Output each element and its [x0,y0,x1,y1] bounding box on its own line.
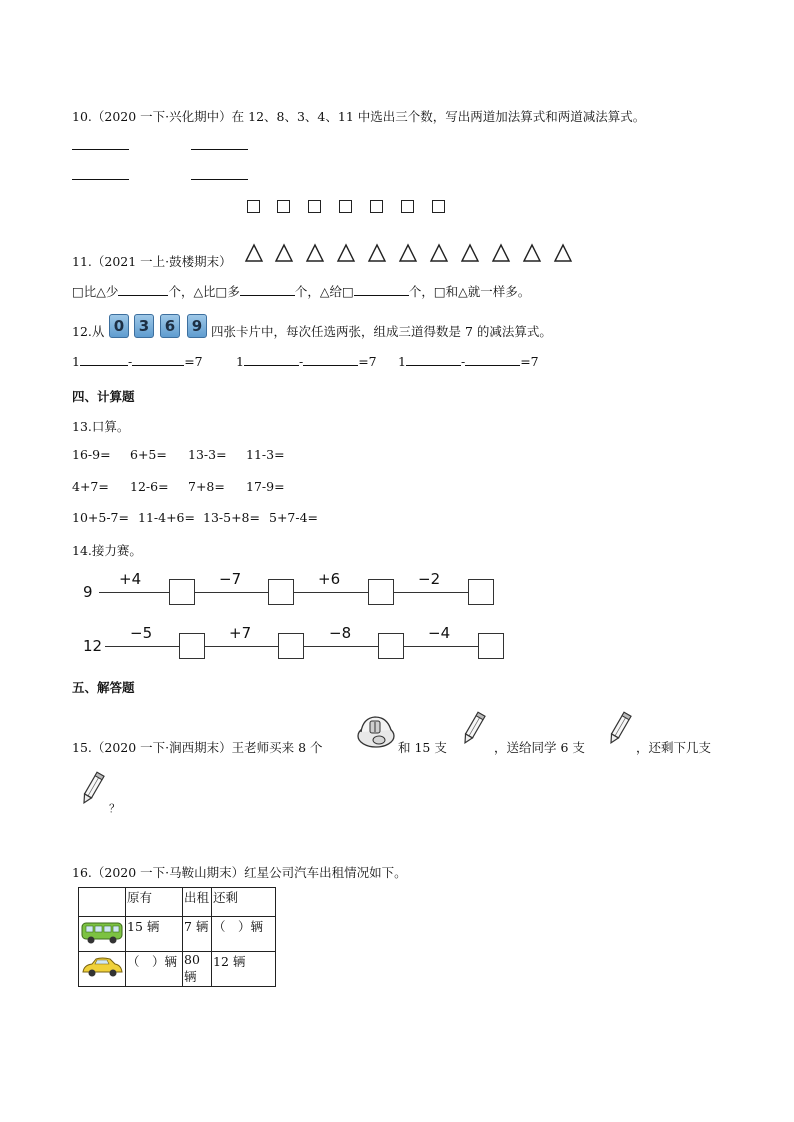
square-shape [308,200,321,213]
q16-text: 16.（2020 一下·马鞍山期末）红星公司汽车出租情况如下。 [72,865,407,880]
relay-answer-box[interactable] [278,633,304,659]
triangle-shape [338,245,354,261]
relay-operator: −2 [418,570,441,588]
relay-line [294,592,368,593]
pencil-icon [458,710,488,748]
calc-item: 7+8= [188,479,225,494]
triangle-shape [276,245,292,261]
calc-item: 4+7= [72,479,109,494]
relay-operator: +6 [318,570,341,588]
table-header-cell: 还剩 [212,888,276,917]
formula-text: =7 [520,354,539,369]
q11-number: 11.（2021 一上·鼓楼期末） [72,254,232,269]
answer-blank[interactable] [80,353,128,366]
relay-operator: −4 [428,624,451,642]
q14-title: 14.接力赛。 [72,543,142,558]
q15-text: ，还剩下几支 [636,740,712,755]
number-card: 6 [160,314,180,338]
square-shape [339,200,352,213]
relay-line [105,646,179,647]
table-cell: 15 辆 [126,917,183,952]
pencil-icon [604,710,634,748]
table-header-row [79,888,276,917]
formula-text: - [127,354,133,369]
relay-operator: +4 [119,570,142,588]
relay-answer-box[interactable] [468,579,494,605]
table-header-cell: 原有 [126,888,183,917]
table-cell: 12 辆 [212,952,276,987]
calc-item: 5+7-4= [269,510,319,525]
number-card: 0 [109,314,129,338]
relay-start-number: 9 [83,583,93,601]
number-card: 3 [134,314,154,338]
formula-text: 1 [72,354,80,369]
table-cell-image [79,952,126,987]
table-header-cell: 出租 [183,888,212,917]
formula-text: - [460,354,466,369]
q11-fill-line [72,282,530,300]
answer-blank[interactable] [465,353,520,366]
formula-text: 1 [398,354,406,369]
relay-line [195,592,268,593]
relay-operator: −7 [219,570,242,588]
calc-item: 12-6= [130,479,169,494]
table-cell[interactable]: （ ）辆 [212,917,276,952]
calc-item: 16-9= [72,447,111,462]
formula-text: =7 [184,354,203,369]
q12-formula [398,353,539,369]
table-cell-image [79,917,126,952]
q15-text: ，送给同学 6 支 [494,740,585,755]
answer-blank[interactable] [72,137,129,150]
answer-blank[interactable] [191,137,248,150]
answer-blank[interactable] [406,353,461,366]
car-icon [80,952,124,982]
relay-answer-box[interactable] [268,579,294,605]
triangle-shape [246,245,262,261]
relay-operator: −8 [329,624,352,642]
triangle-shape [493,245,509,261]
relay-operator: −5 [130,624,153,642]
relay-line [404,646,478,647]
square-shape [277,200,290,213]
section-title: 五、解答题 [72,680,135,695]
calc-item: 6+5= [130,447,167,462]
answer-blank[interactable] [354,283,409,296]
table-row [79,917,276,952]
triangle-shape [369,245,385,261]
table-cell: 7 辆 [183,917,212,952]
bus-icon [80,917,124,947]
relay-operator: +7 [229,624,252,642]
relay-answer-box[interactable] [179,633,205,659]
answer-blank[interactable] [303,353,358,366]
answer-blank[interactable] [191,167,248,180]
pencil-case-icon [355,712,397,750]
q15-question-mark: ？ [109,802,120,815]
q10-text: 10.（2020 一下·兴化期中）在 12、8、3、4、11 中选出三个数，写出两道加法算式和两道减法算式。 [72,109,646,124]
calc-item: 17-9= [246,479,285,494]
triangle-shape [555,245,571,261]
table-row [79,952,276,987]
q12-formula [72,353,203,369]
square-shape [247,200,260,213]
relay-line [205,646,278,647]
triangle-row [244,243,580,263]
relay-line [394,592,468,593]
q12-prefix: 12.从 [72,324,105,339]
triangle-shape [431,245,447,261]
formula-text: 1 [236,354,244,369]
table-cell: 80 辆 [183,952,212,987]
q12-formula [236,353,377,369]
answer-blank[interactable] [244,353,299,366]
section-title: 四、计算题 [72,389,135,404]
q11-text: □比△少 [72,284,119,299]
triangle-shape [400,245,416,261]
pencil-icon [77,770,107,808]
relay-answer-box[interactable] [378,633,404,659]
triangle-shape [307,245,323,261]
relay-line [99,592,169,593]
table-cell[interactable]: （ ）辆 [126,952,183,987]
answer-blank[interactable] [240,283,295,296]
answer-blank[interactable] [118,283,168,296]
square-shape [401,200,414,213]
calc-item: 13-3= [188,447,227,462]
relay-answer-box[interactable] [368,579,394,605]
answer-blank[interactable] [132,353,184,366]
q11-text: 个，△比□多 [168,284,240,299]
relay-answer-box[interactable] [169,579,195,605]
calc-item: 11-3= [246,447,285,462]
relay-line [304,646,378,647]
relay-start-number: 12 [83,637,103,655]
formula-text: - [298,354,304,369]
square-shape [432,200,445,213]
q11-text: 个，△给□ [294,284,354,299]
triangle-shape [524,245,540,261]
square-shape [370,200,383,213]
q13-title: 13.口算。 [72,419,130,434]
q15-text: 15.（2020 一下·涧西期末）王老师买来 8 个 [72,740,323,755]
table-header-cell [79,888,126,917]
relay-answer-box[interactable] [478,633,504,659]
formula-text: =7 [358,354,377,369]
q11-text: 个，□和△就一样多。 [408,284,531,299]
q15-text: 和 15 支 [398,740,447,755]
number-card: 9 [187,314,207,338]
answer-blank[interactable] [72,167,129,180]
triangle-shape [462,245,478,261]
rental-table [78,887,276,987]
calc-item: 10+5-7= [72,510,129,525]
calc-item: 11-4+6= [138,510,195,525]
calc-item: 13-5+8= [203,510,260,525]
q12-suffix: 四张卡片中，每次任选两张，组成三道得数是 7 的减法算式。 [211,324,552,339]
